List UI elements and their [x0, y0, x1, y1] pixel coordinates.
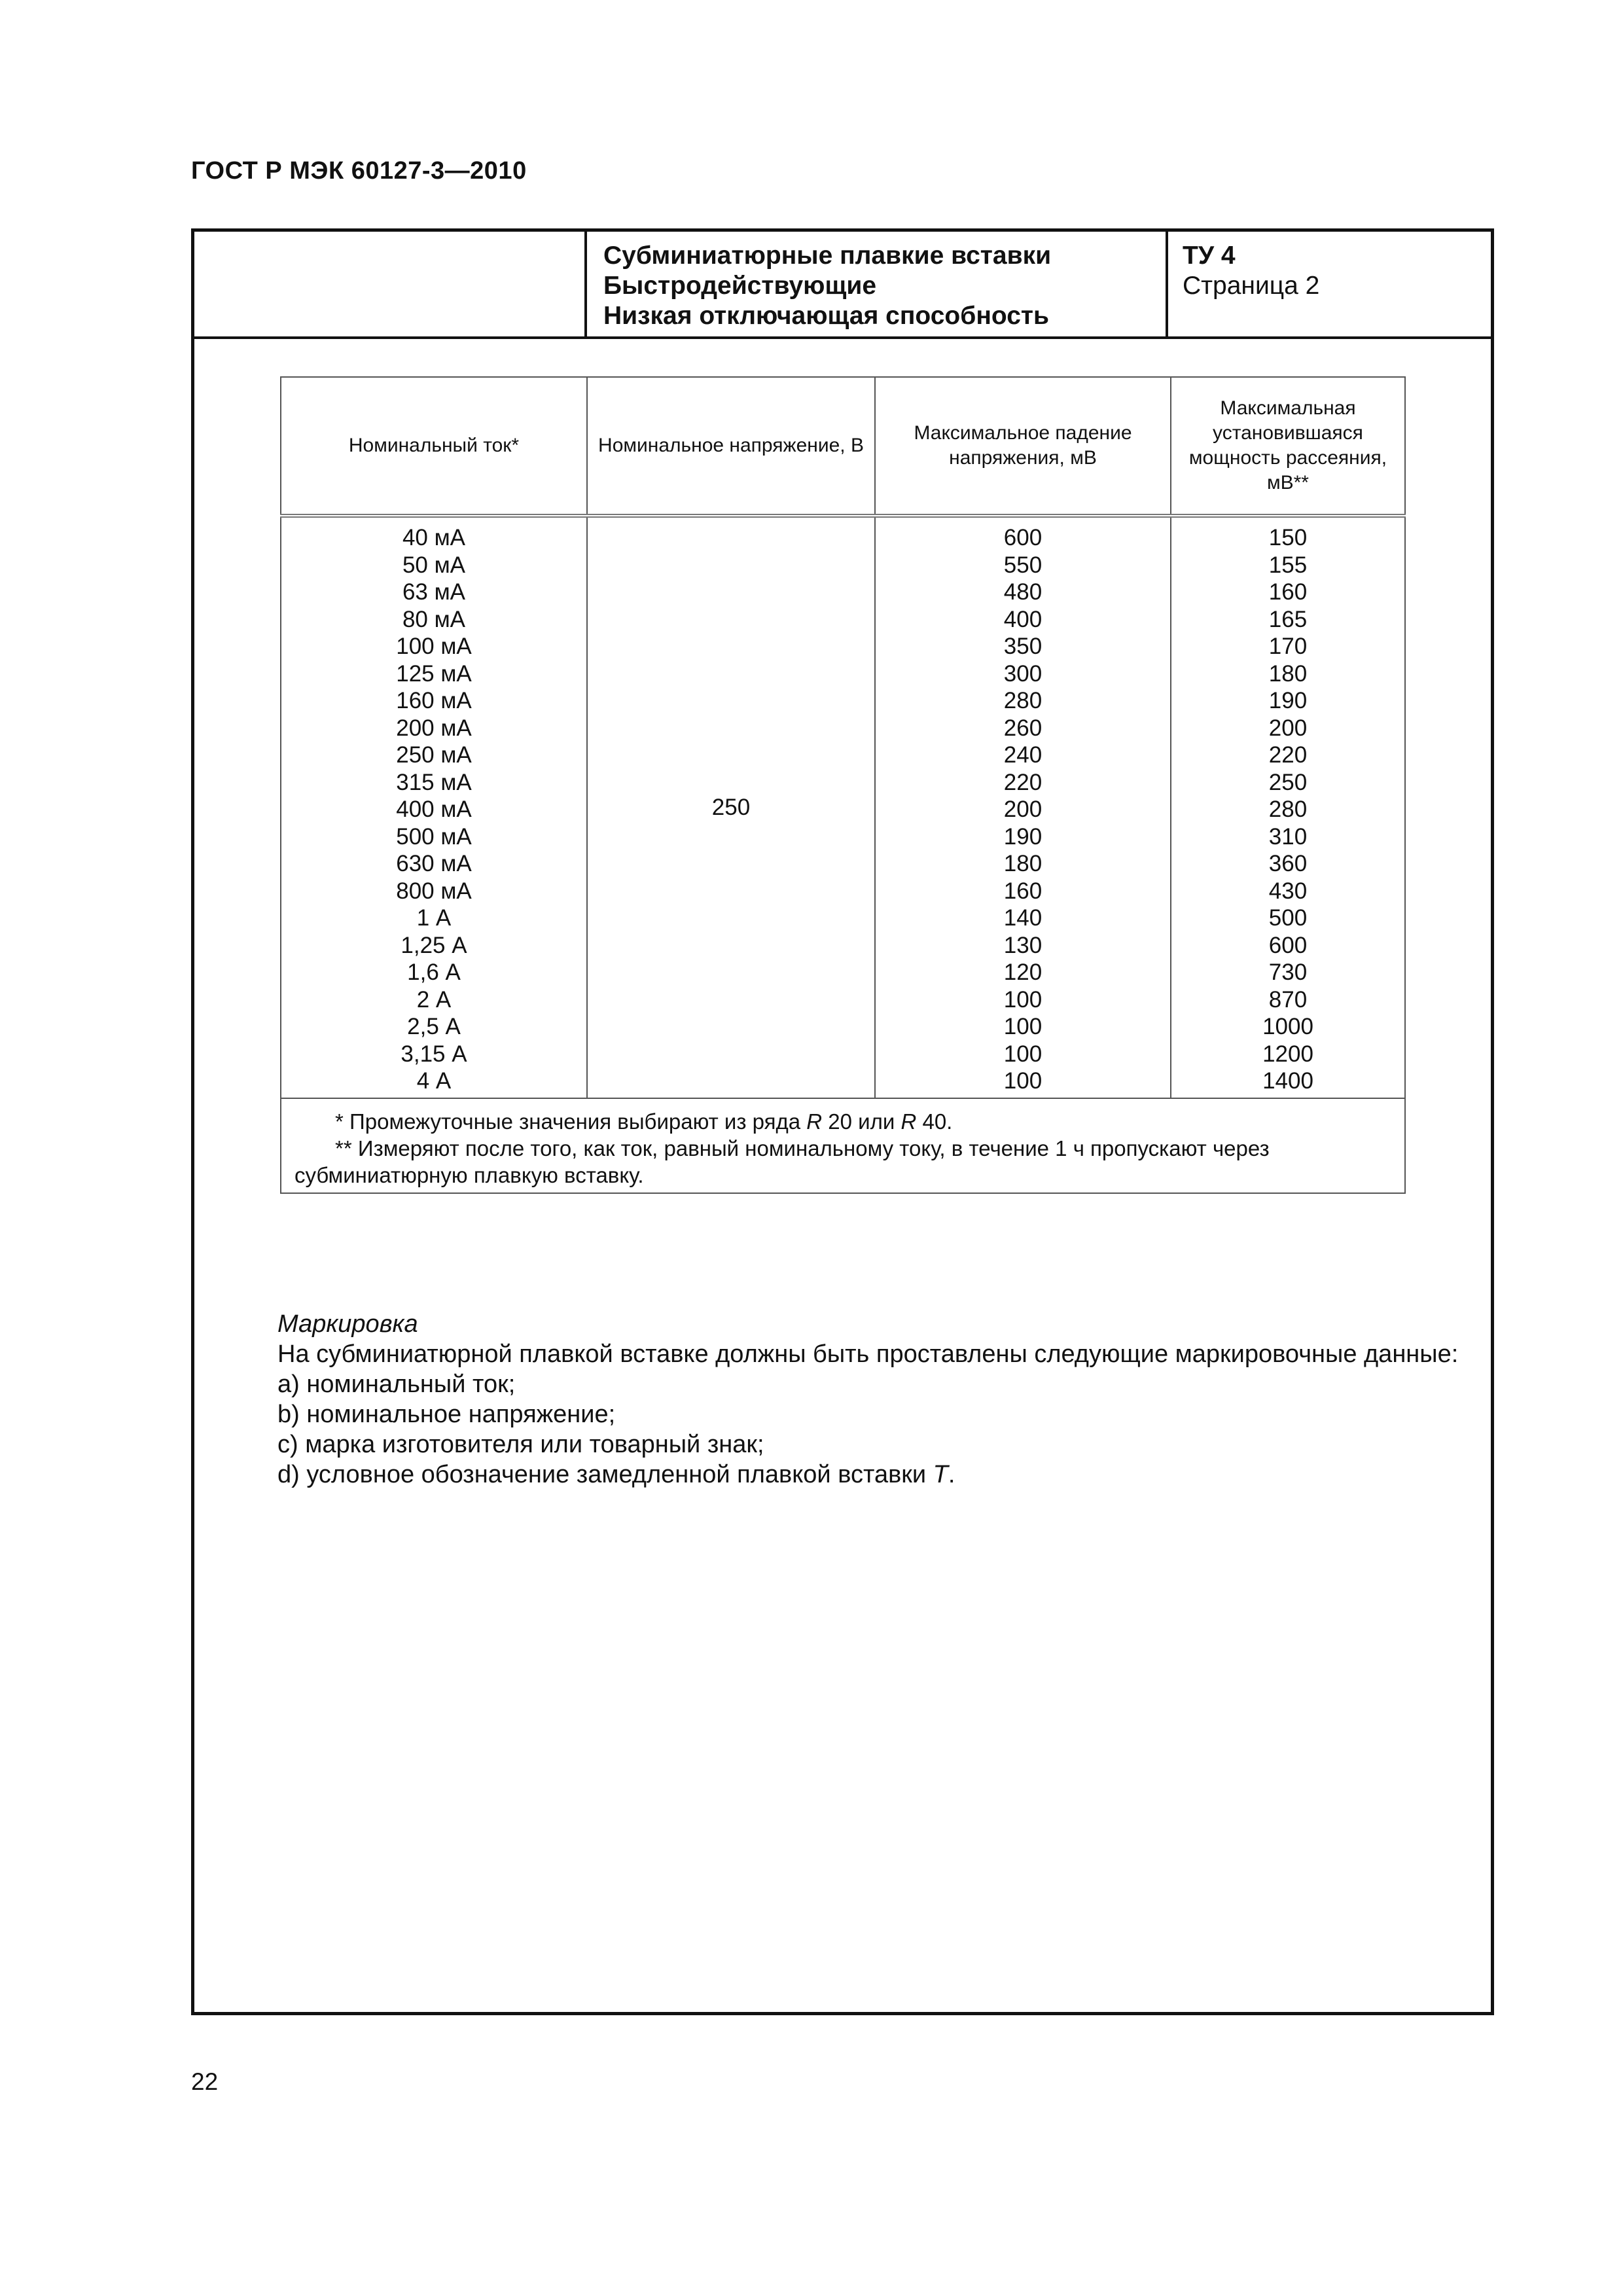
fuse-spec-table — [280, 376, 1406, 1194]
footnote-1 — [294, 1108, 1391, 1135]
list-letter: b) — [277, 1401, 300, 1428]
table-cell: 180 — [1003, 851, 1043, 876]
table-cell: 1200 — [1262, 1041, 1313, 1067]
list-item — [208, 1460, 1478, 1490]
table-cell: 1400 — [1262, 1068, 1313, 1094]
table-cell: 220 — [1268, 742, 1308, 768]
table-cell: 250 мА — [396, 742, 472, 768]
title-line: Субминиатюрные плавкие вставки — [603, 242, 1052, 270]
list-item — [208, 1399, 1478, 1429]
table-cell: 130 — [1003, 932, 1043, 958]
table-cell: 3,15 А — [401, 1041, 467, 1067]
table-cell: 360 — [1268, 851, 1308, 876]
table-cell: 1,6 А — [407, 960, 461, 985]
table-cell: 600 — [1003, 525, 1043, 550]
table-cell: 260 — [1003, 715, 1043, 741]
table-cell: 2 А — [416, 986, 452, 1013]
table-cell: 400 мА — [396, 797, 472, 822]
designation-symbol: Т — [933, 1461, 948, 1488]
title-line: Низкая отключающая способность — [603, 302, 1049, 330]
table-cell: 250 — [1268, 769, 1308, 795]
table-cell: 315 мА — [396, 769, 472, 795]
table-cell: 160 мА — [396, 688, 472, 713]
table-cell: 310 — [1268, 823, 1308, 850]
sheet-page: Страница 2 — [1183, 272, 1320, 300]
footnote-text: 20 или — [822, 1109, 901, 1134]
list-text: номинальное напряжение; — [306, 1401, 616, 1428]
series-symbol: R — [901, 1109, 917, 1134]
table-cell: 630 мА — [396, 851, 472, 876]
table-cell: 400 — [1003, 606, 1043, 632]
marking-intro: На субминиатюрной плавкой вставке должны быть проставлены следующие маркировочные данные: — [277, 1340, 1459, 1368]
header-power-dissipation: Максимальная установившаяся мощность рассеяния, мВ** — [1171, 377, 1405, 516]
document-header: ГОСТ Р МЭК 60127-3—2010 — [191, 157, 527, 185]
table-cell: 180 — [1268, 660, 1308, 687]
table-cell: 500 — [1268, 905, 1308, 931]
marking-section — [208, 1309, 1478, 1490]
table-cell: 80 мА — [402, 606, 466, 632]
sheet-code: ТУ 4 — [1183, 242, 1236, 270]
table-cell: 800 мА — [396, 878, 472, 904]
rated-voltage-cell: 250 — [587, 516, 875, 1098]
table-cell: 50 мА — [402, 552, 466, 578]
table-cell: 200 мА — [396, 715, 472, 741]
table-cell: 120 — [1003, 960, 1043, 985]
table-cell: 280 — [1268, 797, 1308, 822]
table-cell: 150 — [1268, 525, 1308, 550]
footnote-text: Промежуточные значения выбирают из ряда — [349, 1109, 807, 1134]
table-cell: 350 — [1003, 634, 1043, 659]
power-dissipation-column — [1171, 516, 1405, 1098]
header-voltage-drop: Максимальное падение напряжения, мВ — [875, 377, 1171, 516]
footnote-mark: * — [335, 1109, 344, 1134]
footnote-2 — [294, 1135, 1391, 1189]
table-cell: 1000 — [1262, 1014, 1313, 1039]
table-cell: 870 — [1268, 986, 1308, 1013]
table-cell: 63 мА — [402, 579, 466, 605]
voltage-drop-column — [875, 516, 1171, 1098]
table-cell: 280 — [1003, 688, 1043, 713]
table-cell: 100 — [1003, 1068, 1043, 1094]
table-row — [281, 516, 1405, 1098]
list-item — [208, 1369, 1478, 1399]
section-title: Маркировка — [277, 1310, 418, 1338]
table-cell: 550 — [1003, 552, 1043, 578]
list-text: марка изготовителя или товарный знак; — [305, 1431, 764, 1458]
table-cell: 220 — [1003, 769, 1043, 795]
table-cell: 40 мА — [402, 525, 466, 550]
table-cell: 1,25 А — [401, 932, 467, 958]
table-cell: 100 мА — [396, 634, 472, 659]
list-letter: d) — [277, 1461, 300, 1488]
table-cell: 190 — [1003, 823, 1043, 850]
table-cell: 155 — [1268, 552, 1308, 578]
title-divider — [584, 232, 587, 339]
table-cell: 125 мА — [396, 660, 472, 687]
table-cell: 200 — [1268, 715, 1308, 741]
table-cell: 200 — [1003, 797, 1043, 822]
table-cell: 165 — [1268, 606, 1308, 632]
footnote-mark: ** — [335, 1136, 352, 1160]
table-cell: 4 А — [416, 1068, 452, 1094]
list-text: номинальный ток; — [306, 1371, 516, 1398]
list-letter: a) — [277, 1371, 300, 1398]
table-cell: 600 — [1268, 932, 1308, 958]
series-symbol: R — [806, 1109, 823, 1134]
list-letter: c) — [277, 1431, 298, 1458]
page-number: 22 — [191, 2068, 219, 2095]
table-cell: 430 — [1268, 878, 1308, 904]
table-cell: 160 — [1003, 878, 1043, 904]
sheet-id — [1183, 241, 1319, 301]
footnote-text: 40. — [916, 1109, 953, 1134]
table-cell: 240 — [1003, 742, 1043, 768]
table-cell: 100 — [1003, 1041, 1043, 1067]
table-cell: 730 — [1268, 960, 1308, 985]
header-rated-current: Номинальный ток* — [281, 377, 587, 516]
footnote-text: Измеряют после того, как ток, равный номинальному току, в течение 1 ч пропускают через субминиатюрную плавкую вставку. — [294, 1136, 1270, 1187]
list-text: условное обозначение замедленной плавкой вставки — [306, 1461, 933, 1488]
header-rated-voltage: Номинальное напряжение, В — [587, 377, 875, 516]
table-cell: 100 — [1003, 986, 1043, 1013]
list-item — [208, 1429, 1478, 1460]
table-cell: 480 — [1003, 579, 1043, 605]
table-notes-row — [281, 1098, 1405, 1193]
table-cell: 100 — [1003, 1014, 1043, 1039]
table-cell: 1 А — [416, 905, 452, 931]
sheet-title — [603, 241, 1160, 331]
table-header-row — [281, 377, 1405, 516]
title-divider — [1166, 232, 1168, 339]
list-text: . — [948, 1461, 955, 1488]
rated-current-column — [281, 516, 587, 1098]
table-cell: 190 — [1268, 688, 1308, 713]
title-block — [194, 232, 1491, 339]
table-cell: 140 — [1003, 905, 1043, 931]
title-line: Быстродействующие — [603, 272, 877, 300]
table-cell: 160 — [1268, 579, 1308, 605]
table-cell: 2,5 А — [407, 1014, 461, 1039]
table-cell: 500 мА — [396, 823, 472, 850]
table-notes — [281, 1098, 1405, 1193]
marking-list — [208, 1369, 1478, 1490]
table-cell: 170 — [1268, 634, 1308, 659]
table-cell: 300 — [1003, 660, 1043, 687]
